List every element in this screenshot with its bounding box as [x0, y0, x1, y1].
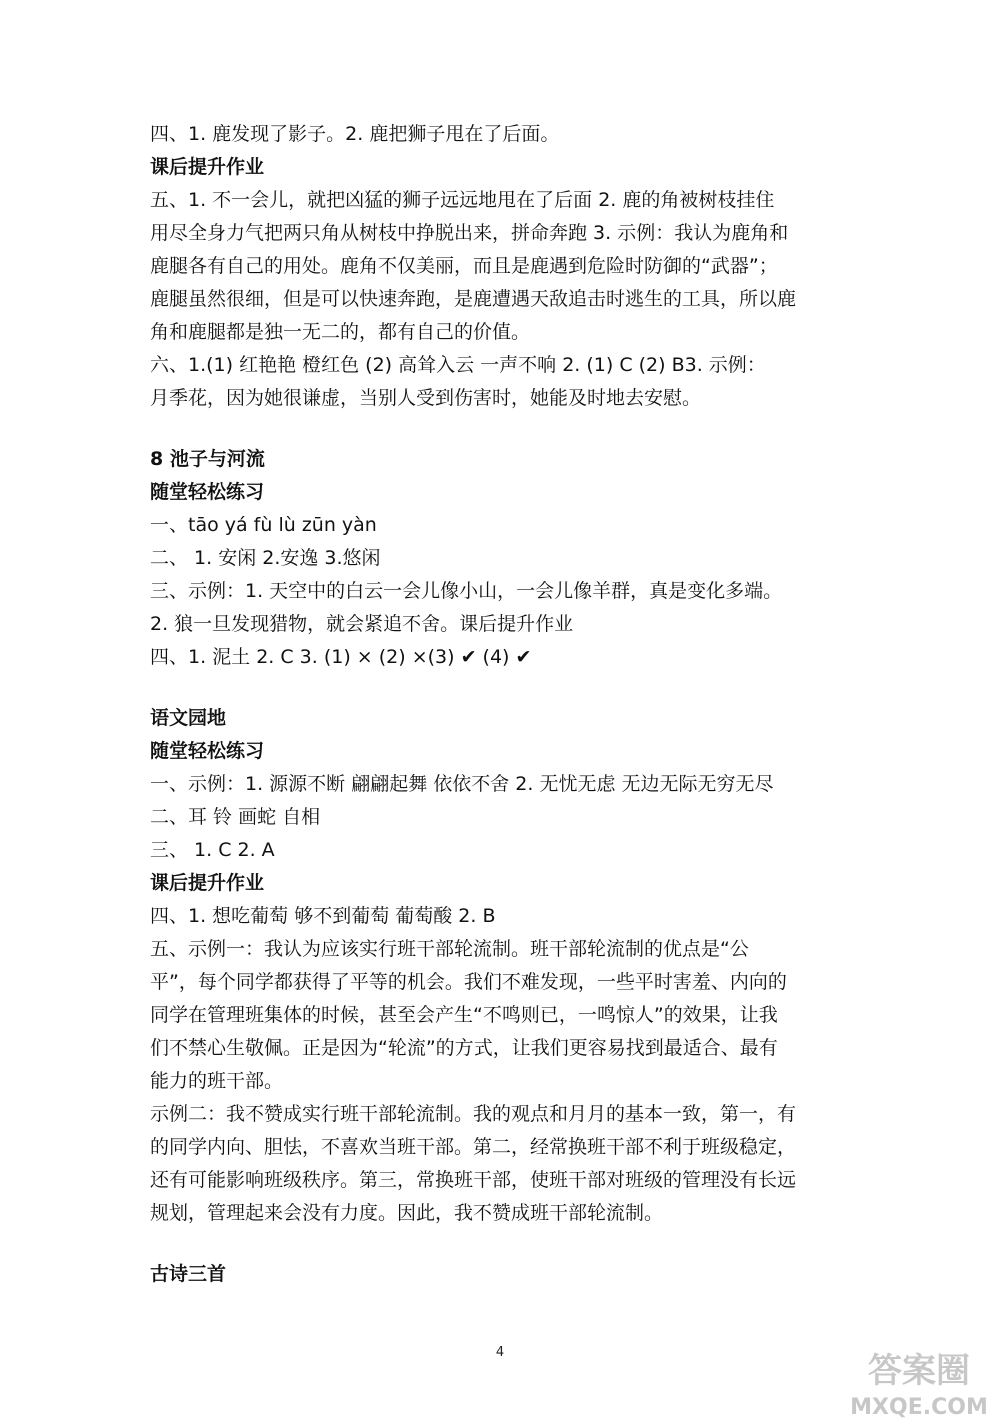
watermark-logo: [844, 1344, 994, 1420]
section-heading: 课后提升作业: [150, 156, 265, 178]
answer-line: 四、1. 鹿发现了影子。2. 鹿把狮子甩在了后面。: [150, 123, 560, 145]
spacer: [150, 1230, 870, 1258]
answer-line: 四、1. 想吃葡萄 够不到葡萄 葡萄酸 2. B: [150, 905, 496, 927]
answer-line: 五、1. 不一会儿，就把凶猛的狮子远远地甩在了后面 2. 鹿的角被树枝挂住: [150, 189, 775, 211]
section-heading: 随堂轻松练习: [150, 740, 265, 762]
answer-line: 二、耳 铃 画蛇 自相: [150, 806, 321, 828]
page-content: [150, 118, 870, 1291]
answer-line: 规划，管理起来会没有力度。因此，我不赞成班干部轮流制。: [150, 1202, 664, 1224]
answer-line: 们不禁心生敬佩。正是因为“轮流”的方式，让我们更容易找到最适合、最有: [150, 1037, 778, 1059]
answer-line: 能力的班干部。: [150, 1070, 284, 1092]
answer-line: 一、示例：1. 源源不断 翩翩起舞 依依不舍 2. 无忧无虑 无边无际无穷无尽: [150, 773, 774, 795]
page-number: 4: [495, 1345, 505, 1360]
answer-line: 六、1.(1) 红艳艳 橙红色 (2) 高耸入云 一声不响 2. (1) C (2) B3. 示例：: [150, 354, 766, 376]
answer-line: 同学在管理班集体的时候，甚至会产生“不鸣则已，一鸣惊人”的效果，让我: [150, 1004, 778, 1026]
lesson-title: 古诗三首: [150, 1263, 227, 1285]
answer-line: 鹿腿虽然很细，但是可以快速奔跑，是鹿遭遇天敌追击时逃生的工具，所以鹿: [150, 288, 797, 310]
answer-line: 四、1. 泥土 2. C 3. (1) × (2) ×(3) ✔ (4) ✔: [150, 646, 532, 668]
answer-line: 二、 1. 安闲 2.安逸 3.悠闲: [150, 547, 381, 569]
answer-line: 鹿腿各有自己的用处。鹿角不仅美丽，而且是鹿遇到危险时防御的“武器”；: [150, 255, 778, 277]
answer-line: 五、示例一：我认为应该实行班干部轮流制。班干部轮流制的优点是“公: [150, 938, 749, 960]
answer-line: 角和鹿腿都是独一无二的，都有自己的价值。: [150, 321, 531, 343]
lesson-title: 语文园地: [150, 707, 227, 729]
answer-line: 月季花，因为她很谦虚，当别人受到伤害时，她能及时地去安慰。: [150, 387, 702, 409]
answer-line: 平”，每个同学都获得了平等的机会。我们不难发现，一些平时害羞、内向的: [150, 971, 787, 993]
answer-line: 的同学内向、胆怯，不喜欢当班干部。第二，经常换班干部不利于班级稳定，: [150, 1136, 797, 1158]
section-heading: 随堂轻松练习: [150, 481, 265, 503]
lesson-title: 8 池子与河流: [150, 448, 265, 470]
answer-line: 还有可能影响班级秩序。第三，常换班干部，使班干部对班级的管理没有长远: [150, 1169, 797, 1191]
watermark-bottom: MXQE.COM: [850, 1395, 988, 1420]
answer-line: 示例二：我不赞成实行班干部轮流制。我的观点和月月的基本一致，第一，有: [150, 1103, 797, 1125]
answer-line: 2. 狼一旦发现猎物，就会紧追不舍。课后提升作业: [150, 613, 574, 635]
section-heading: 课后提升作业: [150, 872, 265, 894]
answer-line: 用尽全身力气把两只角从树枝中挣脱出来，拼命奔跑 3. 示例：我认为鹿角和: [150, 222, 789, 244]
spacer: [150, 674, 870, 702]
answer-line: 一、tāo yá fù lù zūn yàn: [150, 514, 377, 536]
answer-line: 三、 1. C 2. A: [150, 839, 275, 861]
watermark-top: 答案圈: [868, 1351, 970, 1391]
spacer: [150, 415, 870, 443]
answer-line: 三、示例：1. 天空中的白云一会儿像小山，一会儿像羊群，真是变化多端。: [150, 580, 783, 602]
